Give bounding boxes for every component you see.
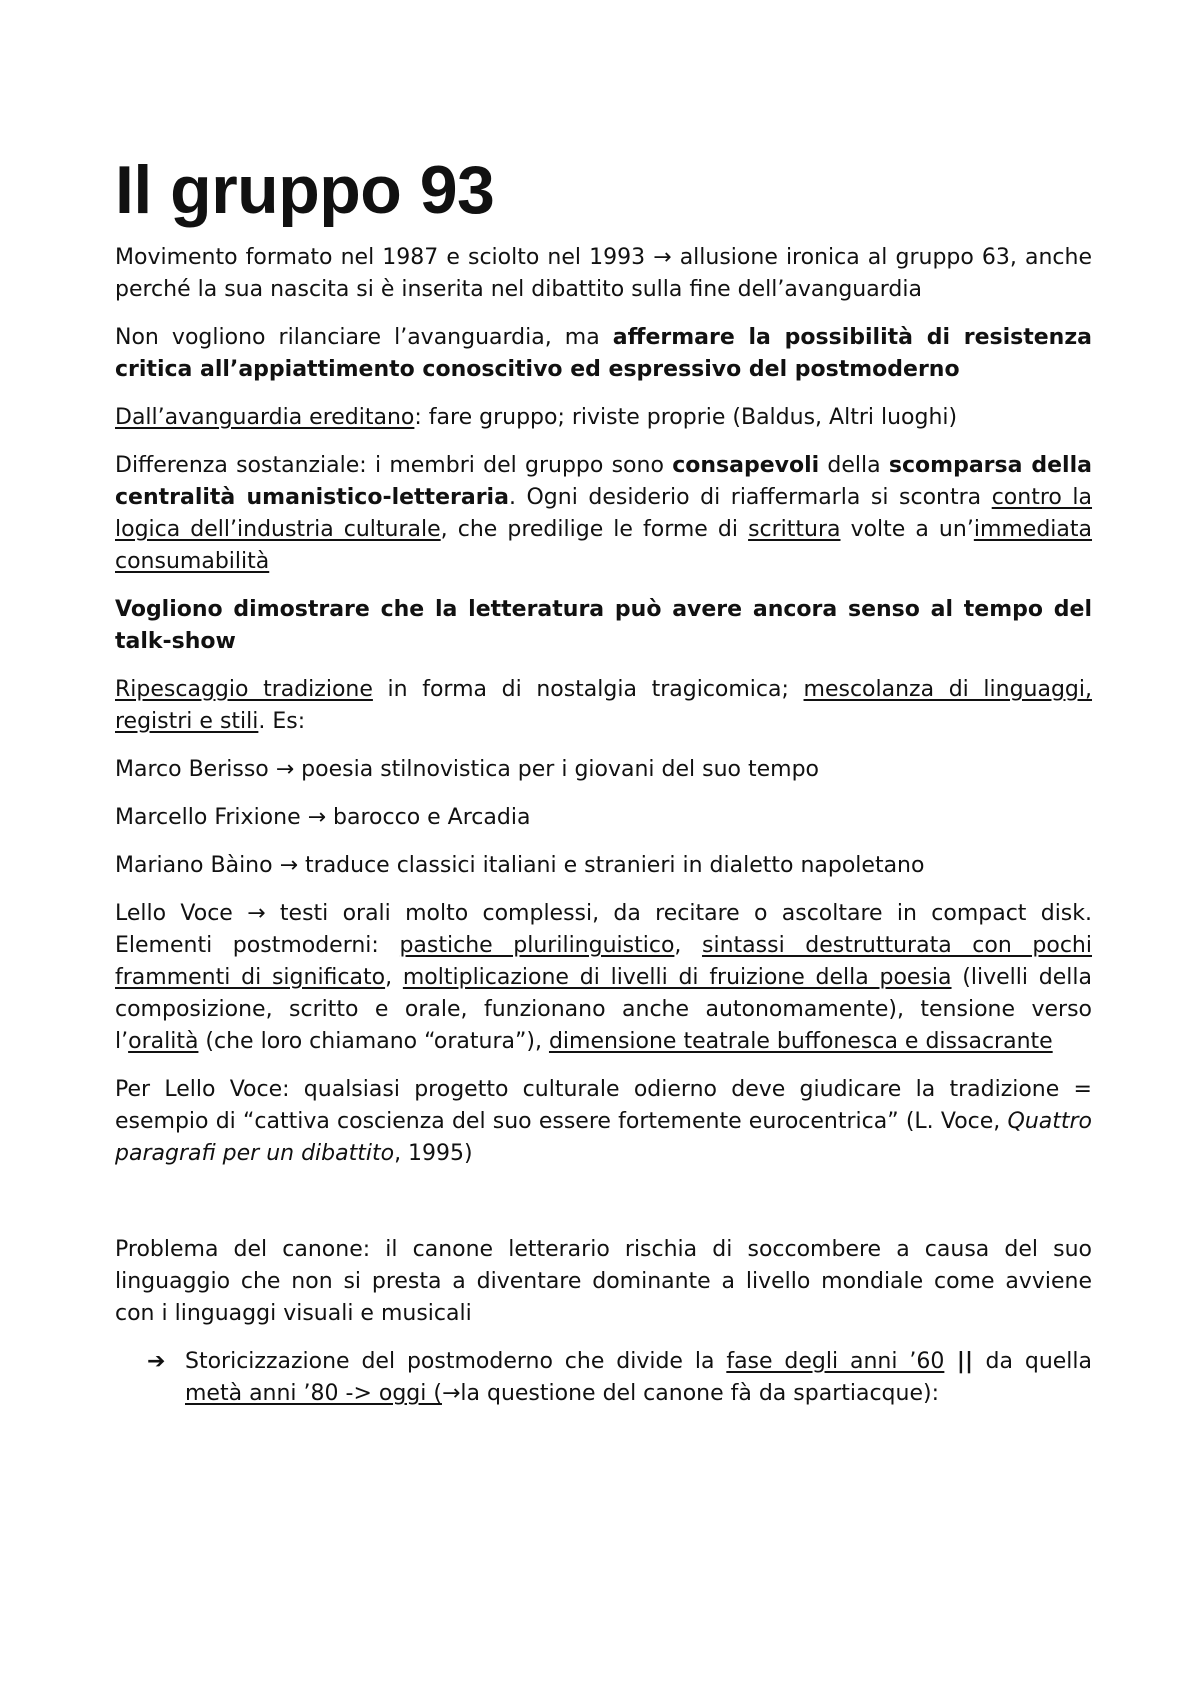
paragraph-talk-show: Vogliono dimostrare che la letteratura può avere ancora senso al tempo del talk-show bbox=[115, 597, 1092, 654]
paragraph-lello-voce: Lello Voce → testi orali molto complessi, da recitare o ascoltare in compact disk. Elementi postmoderni: pastiche plurilinguistico, sintassi destrutturata con pochi frammenti di significato, moltiplicazione di livelli di fruizione della poesia (livelli della composizione, scritto e orale, funzionano anche autonomamente), tensione verso l’oralità (che loro chiamano “oratura”), dimensione teatrale buffonesca e dissacrante bbox=[115, 901, 1092, 1054]
arrow-icon: → bbox=[275, 757, 295, 782]
arrow-icon: → bbox=[441, 1381, 461, 1406]
author-line-frixione: Marcello Frixione → barocco e Arcadia bbox=[115, 805, 531, 830]
paragraph-movement-intro: Movimento formato nel 1987 e sciolto nel 1993 → allusione ironica al gruppo 63, anche perché la sua nascita si è inserita nel dibattito sulla fine dell’avanguardia bbox=[115, 245, 1092, 302]
author-line-baino: Mariano Bàino → traduce classici italiani e stranieri in dialetto napoletano bbox=[115, 853, 925, 878]
paragraph-goal: Non vogliono rilanciare l’avanguardia, ma affermare la possibilità di resistenza critica all’appiattimento conoscitivo ed espressivo del postmoderno bbox=[115, 325, 1092, 382]
paragraph-tradition: Ripescaggio tradizione in forma di nostalgia tragicomica; mescolanza di linguaggi, registri e stili. Es: bbox=[115, 677, 1093, 734]
paragraph-difference: Differenza sostanziale: i membri del gruppo sono consapevoli della scomparsa della centralità umanistico-letteraria. Ogni desiderio di riaffermarla si scontra contro la logica dell’industria culturale, che predilige le forme di scrittura volte a un’immediata consumabilità bbox=[115, 453, 1093, 574]
paragraph-canon-problem: Problema del canone: il canone letterario rischia di soccombere a causa del suo linguaggio che non si presta a diventare dominante a livello mondiale come avviene con i linguaggi visuali e musicali bbox=[115, 1237, 1092, 1326]
bullet-text: Storicizzazione del postmoderno che divide la fase degli anni ’60 || da quella metà anni ’80 -> oggi (→la questione del canone fà da spartiacque): bbox=[185, 1349, 1093, 1406]
author-line-berisso: Marco Berisso → poesia stilnovistica per i giovani del suo tempo bbox=[115, 757, 820, 782]
paragraph-inheritance: Dall’avanguardia ereditano: fare gruppo; riviste proprie (Baldus, Altri luoghi) bbox=[115, 405, 958, 430]
arrow-icon: → bbox=[307, 805, 327, 830]
arrow-bullet-icon: ➔ bbox=[147, 1349, 166, 1374]
arrow-icon: → bbox=[653, 245, 672, 270]
page-title: Il gruppo 93 bbox=[115, 152, 495, 228]
bullet-item bbox=[115, 1346, 1092, 1410]
arrow-icon: → bbox=[279, 853, 299, 878]
paragraph-voce-quote: Per Lello Voce: qualsiasi progetto culturale odierno deve giudicare la tradizione = esempio di “cattiva coscienza del suo essere fortemente eurocentrica” (L. Voce, Quattro paragrafi per un dibattito, 1995) bbox=[115, 1077, 1092, 1166]
arrow-icon: → bbox=[247, 901, 266, 926]
blank-line bbox=[115, 1186, 1092, 1234]
